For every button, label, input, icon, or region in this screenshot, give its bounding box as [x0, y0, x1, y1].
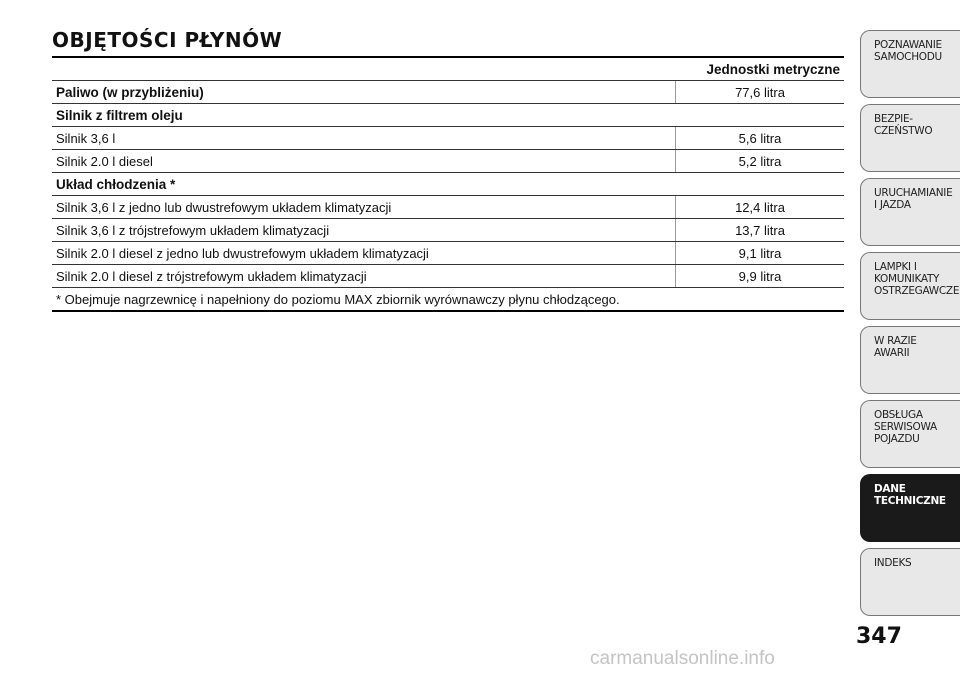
tab-uruchamianie-i-jazda[interactable]	[860, 178, 960, 246]
tab-indeks[interactable]	[860, 548, 960, 616]
tab-poznawanie-samochodu[interactable]	[860, 30, 960, 98]
row-value: 5,6 litra	[676, 127, 845, 150]
tab-label: LAMPKI I KOMUNIKATY OSTRZEGAWCZE	[874, 261, 960, 297]
table-footnote-row	[52, 288, 844, 312]
table-row	[52, 265, 844, 288]
table-section-row	[52, 104, 844, 127]
row-value: 5,2 litra	[676, 150, 845, 173]
page-title: OBJĘTOŚCI PŁYNÓW	[52, 28, 283, 52]
table-row	[52, 127, 844, 150]
tab-label: OBSŁUGA SERWISOWA POJAZDU	[874, 409, 937, 445]
tab-label: W RAZIE AWARII	[874, 335, 917, 359]
tab-label: URUCHAMIANIE I JAZDA	[874, 187, 953, 211]
row-value: 13,7 litra	[676, 219, 845, 242]
tab-label: DANE TECHNICZNE	[874, 483, 946, 507]
column-header-metric-units: Jednostki metryczne	[52, 57, 844, 81]
table-section-row	[52, 173, 844, 196]
tab-label: INDEKS	[874, 557, 912, 569]
row-label: Silnik 3,6 l	[52, 127, 676, 150]
tab-w-razie-awarii[interactable]	[860, 326, 960, 394]
table-row	[52, 81, 844, 104]
row-value: 9,9 litra	[676, 265, 845, 288]
table-row	[52, 242, 844, 265]
section-label: Układ chłodzenia *	[52, 173, 844, 196]
row-label: Silnik 2.0 l diesel z trójstrefowym układem klimatyzacji	[52, 265, 676, 288]
tab-bezpieczenstwo[interactable]	[860, 104, 960, 172]
footnote: * Obejmuje nagrzewnicę i napełniony do poziomu MAX zbiornik wyrównawczy płynu chłodzącego.	[52, 288, 844, 312]
table-row	[52, 150, 844, 173]
tab-obsluga-serwisowa[interactable]	[860, 400, 960, 468]
table-header-row	[52, 57, 844, 81]
table-row	[52, 196, 844, 219]
row-label: Silnik 3,6 l z trójstrefowym układem klimatyzacji	[52, 219, 676, 242]
row-value: 12,4 litra	[676, 196, 845, 219]
tab-label: POZNAWANIE SAMOCHODU	[874, 39, 942, 63]
watermark: carmanualsonline.info	[590, 648, 775, 669]
row-value: 77,6 litra	[676, 81, 845, 104]
row-label: Silnik 3,6 l z jedno lub dwustrefowym układem klimatyzacji	[52, 196, 676, 219]
row-label: Paliwo (w przybliżeniu)	[52, 81, 676, 104]
row-value: 9,1 litra	[676, 242, 845, 265]
section-label: Silnik z filtrem oleju	[52, 104, 844, 127]
tab-dane-techniczne[interactable]	[860, 474, 960, 542]
row-label: Silnik 2.0 l diesel z jedno lub dwustrefowym układem klimatyzacji	[52, 242, 676, 265]
table-row	[52, 219, 844, 242]
fluid-capacities-table	[52, 56, 844, 312]
tab-label: BEZPIE- CZEŃSTWO	[874, 113, 933, 137]
tab-lampki-i-komunikaty[interactable]	[860, 252, 960, 320]
row-label: Silnik 2.0 l diesel	[52, 150, 676, 173]
page-number: 347	[856, 624, 902, 649]
